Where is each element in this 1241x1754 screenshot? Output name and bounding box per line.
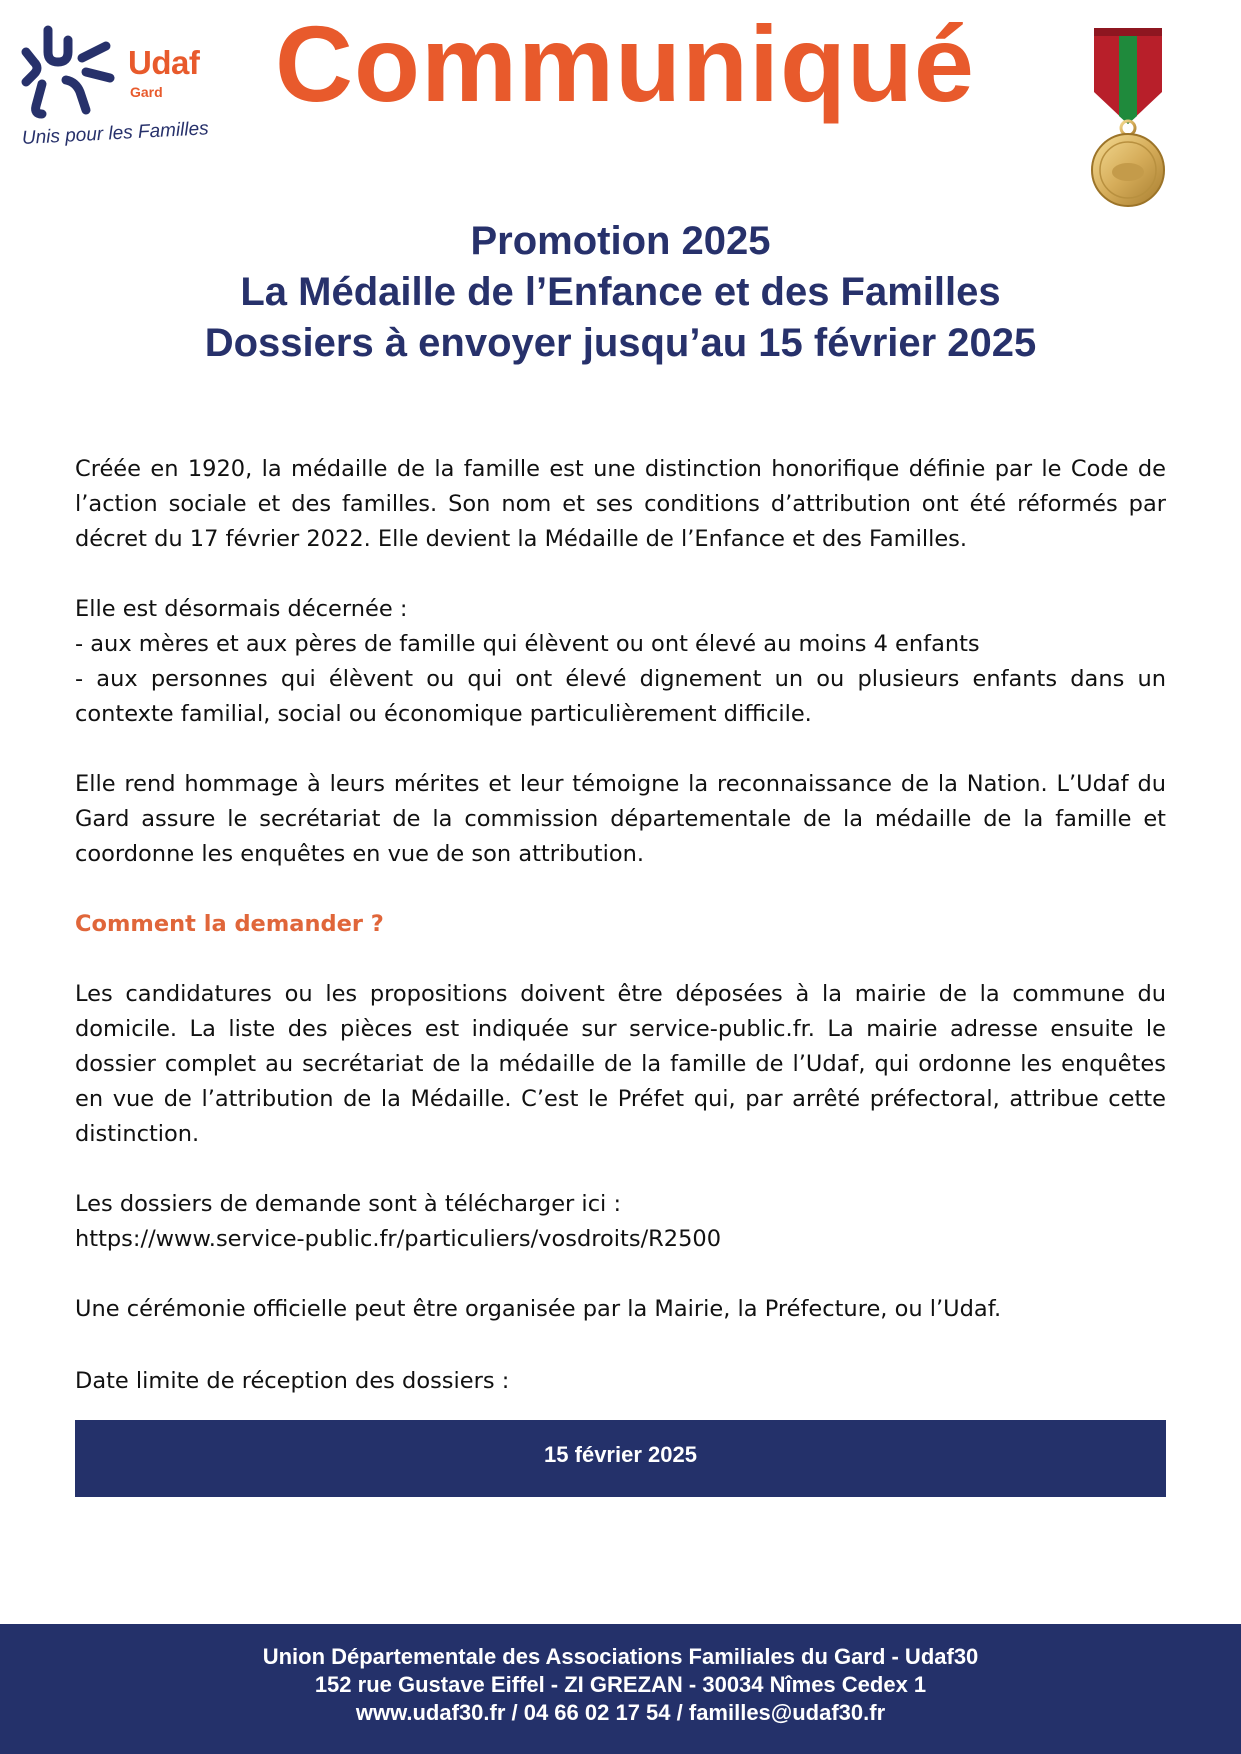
subtitle-line-medal: La Médaille de l’Enfance et des Familles bbox=[240, 270, 1001, 314]
download-link[interactable]: https://www.service-public.fr/particuliers/vosdroits/R2500 bbox=[75, 1226, 722, 1252]
logo-subtitle: Gard bbox=[130, 84, 163, 100]
deadline-box bbox=[75, 1420, 1166, 1497]
deadline-label: Date limite de réception des dossiers : bbox=[75, 1368, 510, 1394]
paragraph-ceremony: Une cérémonie officielle peut être organisée par la Mairie, la Préfecture, ou l’Udaf. bbox=[75, 1296, 1002, 1322]
paragraph-history: Créée en 1920, la médaille de la famille est une distinction honorifique définie par le Code de l’action sociale et des familles. Son nom et ses conditions d’attribution ont été réformés par décret du 17 février 2022. Elle devient la Médaille de l’Enfance et des Familles. bbox=[75, 456, 1166, 552]
section-heading: Comment la demander ? bbox=[75, 911, 384, 937]
footer-contact[interactable]: www.udaf30.fr / 04 66 02 17 54 / familles@udaf30.fr bbox=[355, 1700, 886, 1725]
footer-organization: Union Départementale des Associations Familiales du Gard - Udaf30 bbox=[262, 1644, 979, 1669]
download-intro: Les dossiers de demande sont à télécharger ici : bbox=[75, 1191, 622, 1217]
footer-address: 152 rue Gustave Eiffel - ZI GREZAN - 30034 Nîmes Cedex 1 bbox=[314, 1672, 927, 1697]
paragraph-eligibility bbox=[75, 592, 1166, 732]
paragraph-download bbox=[75, 1187, 1166, 1257]
eligibility-item-persons: - aux personnes qui élèvent ou qui ont élevé dignement un ou plusieurs enfants dans un contexte familial, social ou économique particulièrement difficile. bbox=[75, 666, 1166, 727]
logo-tagline: Unis pour les Familles bbox=[21, 118, 210, 149]
page-title: Communiqué bbox=[275, 3, 975, 124]
body-content bbox=[75, 452, 1166, 1434]
subtitle-line-promotion: Promotion 2025 bbox=[470, 219, 771, 263]
eligibility-intro: Elle est désormais décernée : bbox=[75, 596, 408, 622]
subtitle-line-deadline: Dossiers à envoyer jusqu’au 15 février 2025 bbox=[204, 321, 1037, 365]
udaf-logo-icon bbox=[20, 22, 120, 122]
paragraph-procedure: Les candidatures ou les propositions doivent être déposées à la mairie de la commune du domicile. La liste des pièces est indiquée sur service-public.fr. La mairie adresse ensuite le dossier complet au secrétariat de la médaille de la famille de l’Udaf, qui ordonne les enquêtes en vue de l’attribution de la Médaille. C’est le Préfet qui, par arrêté préfectoral, attribue cette distinction. bbox=[75, 981, 1166, 1147]
header bbox=[0, 0, 1241, 215]
subtitle bbox=[60, 216, 1181, 369]
eligibility-item-parents: - aux mères et aux pères de famille qui élèvent ou ont élevé au moins 4 enfants bbox=[75, 631, 980, 657]
footer bbox=[0, 1624, 1241, 1754]
logo-brand: Udaf bbox=[128, 44, 200, 81]
udaf-logo[interactable] bbox=[20, 22, 230, 152]
medal-icon bbox=[1088, 22, 1168, 212]
paragraph-tribute: Elle rend hommage à leurs mérites et leur témoigne la reconnaissance de la Nation. L’Udaf du Gard assure le secrétariat de la commission départementale de la médaille de la famille et coordonne les enquêtes en vue de son attribution. bbox=[75, 771, 1166, 867]
deadline-value: 15 février 2025 bbox=[544, 1442, 697, 1467]
